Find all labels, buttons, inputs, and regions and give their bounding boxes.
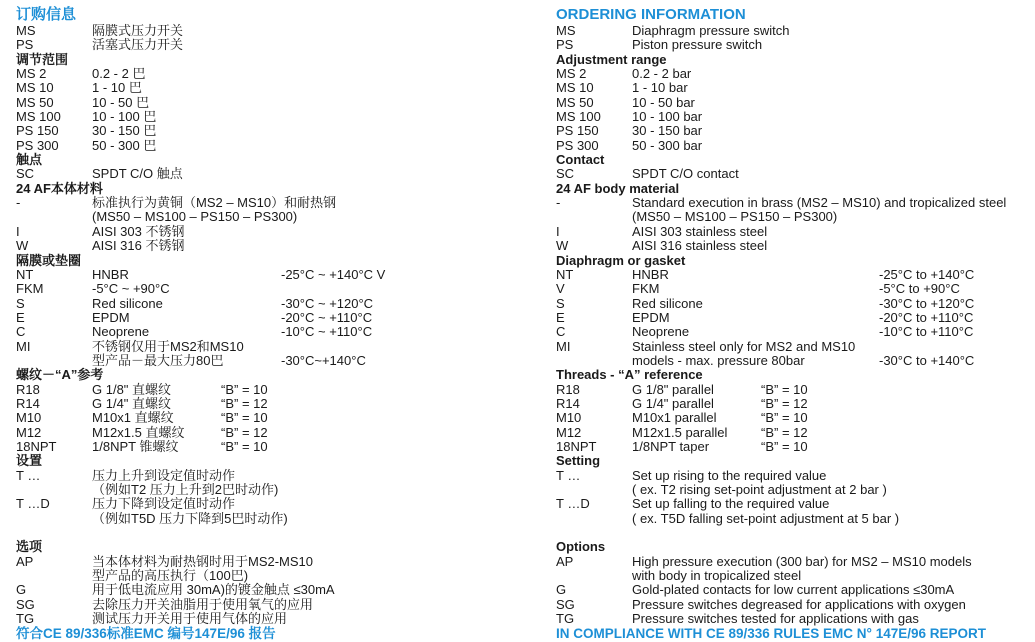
code-cell: AP (16, 553, 34, 569)
code-cell: T …D (556, 496, 590, 512)
spec-row (556, 383, 1026, 397)
spec-row (556, 411, 1026, 425)
description-cell: M10x1 parallel (632, 410, 717, 426)
spec-row (16, 383, 531, 397)
spec-row (556, 426, 1026, 440)
description-cell: SPDT C/O contact (632, 166, 739, 182)
b-value-cell: “B” = 10 (221, 381, 268, 397)
description-cell: AISI 316 stainless steel (632, 238, 768, 254)
spec-row (16, 497, 531, 511)
code-cell: T … (556, 467, 581, 483)
code-cell: PS (556, 37, 574, 53)
code-cell: PS 150 (556, 123, 599, 139)
description-cell: Set up rising to the required value (632, 467, 827, 483)
spec-row (16, 167, 531, 181)
spec-row (16, 612, 531, 626)
spec-row (556, 340, 1026, 354)
temperature-cell: -30°C~+140°C (281, 352, 366, 368)
spec-row (556, 555, 1026, 569)
en-lines (556, 24, 1026, 626)
spec-row (16, 96, 531, 110)
description-cell: with body in tropicalized steel (632, 568, 802, 584)
description-cell: FKM (632, 281, 660, 297)
description-cell: 隔膜式压力开关 (92, 23, 184, 38)
temperature-cell: -5°C to +90°C (879, 281, 960, 297)
code-cell: PS (16, 37, 34, 53)
description-cell: HNBR (632, 266, 669, 282)
spec-row (556, 167, 1026, 181)
description-cell: （例如T5D 压力下降到5巴时动作) (92, 510, 288, 526)
section-heading: 24 AF body material (556, 180, 680, 196)
spec-row (556, 225, 1026, 239)
description-cell: （例如T2 压力上升到2巴时动作) (92, 482, 279, 497)
code-cell: V (556, 281, 565, 297)
code-cell: TG (16, 611, 35, 627)
code-cell: G (556, 582, 567, 598)
description-cell: AISI 303 stainless steel (632, 223, 768, 239)
spec-row (16, 340, 531, 354)
b-value-cell: “B” = 10 (221, 438, 268, 454)
description-cell: Standard execution in brass (MS2 – MS10) and tropicalized steel (632, 195, 1007, 211)
spec-row (556, 569, 1026, 583)
spec-row (16, 426, 531, 440)
spec-row (16, 239, 531, 253)
spec-row (16, 110, 531, 124)
code-cell: SC (556, 166, 575, 182)
description-cell: 压力上升到设定值时动作 (92, 467, 236, 483)
code-cell: MS 50 (556, 94, 594, 110)
code-cell: S (556, 295, 565, 311)
temperature-cell: -30°C to +140°C (879, 352, 975, 368)
spec-row (16, 268, 531, 282)
spec-row (556, 469, 1026, 483)
description-cell: ( ex. T2 rising set-point adjustment at 2 bar ) (632, 482, 887, 497)
b-value-cell: “B” = 10 (761, 410, 808, 426)
spec-row (556, 196, 1026, 210)
description-cell: G 1/4" parallel (632, 395, 714, 411)
description-cell: M10x1 直螺纹 (92, 410, 174, 426)
spec-row (556, 612, 1026, 626)
temperature-cell: -25°C to +140°C (879, 266, 975, 282)
spec-row (16, 583, 531, 597)
spec-row (556, 96, 1026, 110)
description-cell: 当本体材料为耐热钢时用于MS2-MS10 (92, 553, 314, 569)
code-cell: PS 150 (16, 123, 59, 139)
b-value-cell: “B” = 12 (761, 395, 808, 411)
spec-row (16, 440, 531, 454)
description-cell: 10 - 100 巴 (92, 109, 157, 125)
code-cell: SC (16, 166, 35, 182)
description-cell: 50 - 300 bar (632, 137, 703, 153)
code-cell: W (16, 238, 29, 254)
code-cell: MS 2 (16, 66, 47, 82)
spec-row (16, 512, 531, 526)
description-cell: Piston pressure switch (632, 37, 763, 53)
description-cell: Neoprene (632, 324, 690, 340)
description-cell: 50 - 300 巴 (92, 137, 157, 153)
code-cell: M12 (16, 424, 42, 440)
spec-row (16, 469, 531, 483)
description-cell: EPDM (632, 309, 670, 325)
code-cell: C (556, 324, 566, 340)
spacer (16, 526, 531, 540)
description-cell: AISI 303 不锈钢 (92, 223, 185, 239)
code-cell: MS (556, 23, 576, 38)
spec-row (556, 268, 1026, 282)
description-cell: SPDT C/O 触点 (92, 166, 183, 182)
section-heading: 设置 (16, 453, 43, 469)
code-cell: MS 10 (16, 80, 54, 96)
code-cell: - (16, 195, 21, 211)
section-heading: 触点 (16, 152, 43, 168)
en-footer: IN COMPLIANCE WITH CE 89/336 RULES EMC N° 147E/96 REPORT (556, 626, 986, 642)
spec-row (16, 282, 531, 296)
code-cell: G (16, 582, 27, 598)
temperature-cell: -25°C ~ +140°C V (281, 266, 386, 282)
code-cell: W (556, 238, 569, 254)
code-cell: C (16, 324, 26, 340)
section-heading: 调节范围 (16, 51, 69, 67)
code-cell: PS 300 (16, 137, 59, 153)
spec-row (556, 110, 1026, 124)
spec-row (556, 497, 1026, 511)
spec-row (556, 297, 1026, 311)
spec-row (16, 81, 531, 95)
description-cell: G 1/8" 直螺纹 (92, 381, 172, 397)
description-cell: 用于低电流应用 30mA)的镀金触点 ≤30mA (92, 582, 335, 598)
description-cell: G 1/4" 直螺纹 (92, 395, 172, 411)
spec-row (556, 354, 1026, 368)
description-cell: Set up falling to the required value (632, 496, 830, 512)
code-cell: R14 (556, 395, 580, 411)
spec-row (16, 67, 531, 81)
b-value-cell: “B” = 10 (761, 438, 808, 454)
description-cell: Gold-plated contacts for low current applications ≤30mA (632, 582, 955, 598)
description-cell: (MS50 – MS100 – PS150 – PS300) (632, 209, 838, 225)
description-cell: 0.2 - 2 bar (632, 66, 692, 82)
code-cell: MS 100 (556, 109, 601, 125)
en-title: ORDERING INFORMATION (556, 6, 746, 23)
code-cell: E (556, 309, 565, 325)
description-cell: Red silicone (632, 295, 703, 311)
section-heading: 选项 (16, 539, 43, 555)
description-cell: 不锈钢仅用于MS2和MS10 (92, 338, 244, 354)
spec-row (16, 483, 531, 497)
spec-row (556, 483, 1026, 497)
zh-footer: 符合CE 89/336标准EMC 编号147E/96 报告 (16, 626, 276, 642)
section-heading: Setting (556, 453, 601, 469)
description-cell: (MS50 – MS100 – PS150 – PS300) (92, 209, 298, 225)
chinese-ordering-column (16, 6, 531, 642)
code-cell: S (16, 295, 25, 311)
code-cell: PS 300 (556, 137, 599, 153)
description-cell: Pressure switches degreased for applications with oxygen (632, 596, 966, 612)
spec-row (556, 81, 1026, 95)
code-cell: AP (556, 553, 574, 569)
spec-row (556, 440, 1026, 454)
spec-row (556, 282, 1026, 296)
spec-row (16, 598, 531, 612)
spec-row (16, 24, 531, 38)
b-value-cell: “B” = 12 (221, 395, 268, 411)
spec-row (556, 598, 1026, 612)
description-cell: 测试压力开关用于使用气体的应用 (92, 611, 288, 627)
spec-row (556, 124, 1026, 138)
code-cell: I (16, 223, 20, 239)
spec-row (556, 325, 1026, 339)
spec-row (556, 38, 1026, 52)
code-cell: 18NPT (556, 438, 597, 454)
description-cell: 0.2 - 2 巴 (92, 66, 146, 82)
description-cell: 30 - 150 bar (632, 123, 703, 139)
spec-row (16, 569, 531, 583)
description-cell: Pressure switches tested for applications with gas (632, 611, 919, 627)
description-cell: 1 - 10 巴 (92, 80, 142, 96)
temperature-cell: -30°C ~ +120°C (281, 295, 374, 311)
temperature-cell: -20°C ~ +110°C (281, 309, 373, 325)
b-value-cell: “B” = 10 (761, 381, 808, 397)
description-cell: Red silicone (92, 295, 163, 311)
spec-row (16, 210, 531, 224)
spec-row (556, 397, 1026, 411)
section-heading: 24 AF本体材料 (16, 180, 103, 196)
code-cell: M10 (16, 410, 42, 426)
section-heading: Options (556, 539, 606, 555)
spec-row (16, 397, 531, 411)
b-value-cell: “B” = 10 (221, 410, 268, 426)
description-cell: 1/8NPT taper (632, 438, 710, 454)
description-cell: 1 - 10 bar (632, 80, 688, 96)
section-heading: Diaphragm or gasket (556, 252, 686, 268)
code-cell: I (556, 223, 560, 239)
description-cell: -5°C ~ +90°C (92, 281, 170, 297)
code-cell: M10 (556, 410, 582, 426)
description-cell: Neoprene (92, 324, 150, 340)
spec-row (16, 124, 531, 138)
code-cell: MS 2 (556, 66, 587, 82)
code-cell: - (556, 195, 561, 211)
spec-row (556, 583, 1026, 597)
description-cell: 30 - 150 巴 (92, 123, 157, 139)
code-cell: SG (16, 596, 35, 612)
spec-row (556, 512, 1026, 526)
spec-row (556, 210, 1026, 224)
code-cell: MI (556, 338, 571, 354)
spec-row (16, 38, 531, 52)
spec-row (16, 411, 531, 425)
description-cell: 去除压力开关油脂用于使用氧气的应用 (92, 596, 314, 612)
description-cell: 压力下降到设定值时动作 (92, 496, 236, 512)
description-cell: HNBR (92, 266, 129, 282)
code-cell: MS 50 (16, 94, 54, 110)
description-cell: 1/8NPT 锥螺纹 (92, 438, 179, 454)
description-cell: 型产品－最大压力80巴 (92, 352, 224, 368)
spec-row (556, 67, 1026, 81)
code-cell: MS 10 (556, 80, 594, 96)
code-cell: MS 100 (16, 109, 61, 125)
code-cell: R18 (556, 381, 580, 397)
b-value-cell: “B” = 12 (761, 424, 808, 440)
code-cell: TG (556, 611, 575, 627)
temperature-cell: -10°C ~ +110°C (281, 324, 373, 340)
code-cell: 18NPT (16, 438, 57, 454)
code-cell: T …D (16, 496, 50, 512)
spec-row (16, 325, 531, 339)
section-heading: Threads - “A” reference (556, 367, 703, 383)
spec-row (16, 354, 531, 368)
code-cell: R18 (16, 381, 40, 397)
code-cell: NT (556, 266, 574, 282)
spec-row (16, 311, 531, 325)
description-cell: 标准执行为黄铜（MS2 – MS10）和耐热钢 (92, 195, 337, 211)
description-cell: High pressure execution (300 bar) for MS2 – MS10 models (632, 553, 972, 569)
spec-row (556, 24, 1026, 38)
spec-row (16, 139, 531, 153)
description-cell: 活塞式压力开关 (92, 37, 184, 53)
description-cell: 10 - 50 巴 (92, 94, 150, 110)
description-cell: Stainless steel only for MS2 and MS10 (632, 338, 856, 354)
description-cell: 10 - 50 bar (632, 94, 695, 110)
spec-row (556, 311, 1026, 325)
code-cell: T … (16, 467, 41, 483)
description-cell: 10 - 100 bar (632, 109, 703, 125)
zh-title: 订购信息 (16, 6, 77, 23)
code-cell: FKM (16, 281, 44, 297)
description-cell: M12x1.5 parallel (632, 424, 728, 440)
description-cell: ( ex. T5D falling set-point adjustment at 5 bar ) (632, 510, 900, 526)
description-cell: Diaphragm pressure switch (632, 23, 790, 38)
code-cell: MI (16, 338, 31, 354)
section-heading: 隔膜或垫圈 (16, 252, 82, 268)
description-cell: 型产品的高压执行（100巴) (92, 568, 249, 584)
zh-lines (16, 24, 531, 626)
temperature-cell: -20°C to +110°C (879, 309, 974, 325)
spec-row (556, 139, 1026, 153)
spec-row (16, 225, 531, 239)
temperature-cell: -10°C to +110°C (879, 324, 974, 340)
section-heading: Adjustment range (556, 51, 667, 67)
english-ordering-column (556, 6, 1026, 642)
b-value-cell: “B” = 12 (221, 424, 268, 440)
description-cell: AISI 316 不锈钢 (92, 238, 185, 254)
description-cell: G 1/8" parallel (632, 381, 714, 397)
description-cell: M12x1.5 直螺纹 (92, 424, 185, 440)
description-cell: EPDM (92, 309, 130, 325)
description-cell: models - max. pressure 80bar (632, 352, 805, 368)
code-cell: NT (16, 266, 34, 282)
code-cell: E (16, 309, 25, 325)
spec-row (16, 555, 531, 569)
spec-row (16, 297, 531, 311)
section-heading: Contact (556, 152, 605, 168)
section-heading: 螺纹－“A”参考 (16, 367, 104, 383)
code-cell: SG (556, 596, 575, 612)
code-cell: M12 (556, 424, 582, 440)
code-cell: R14 (16, 395, 40, 411)
spec-row (556, 239, 1026, 253)
temperature-cell: -30°C to +120°C (879, 295, 975, 311)
code-cell: MS (16, 23, 36, 38)
spec-row (16, 196, 531, 210)
spacer (556, 526, 1026, 540)
